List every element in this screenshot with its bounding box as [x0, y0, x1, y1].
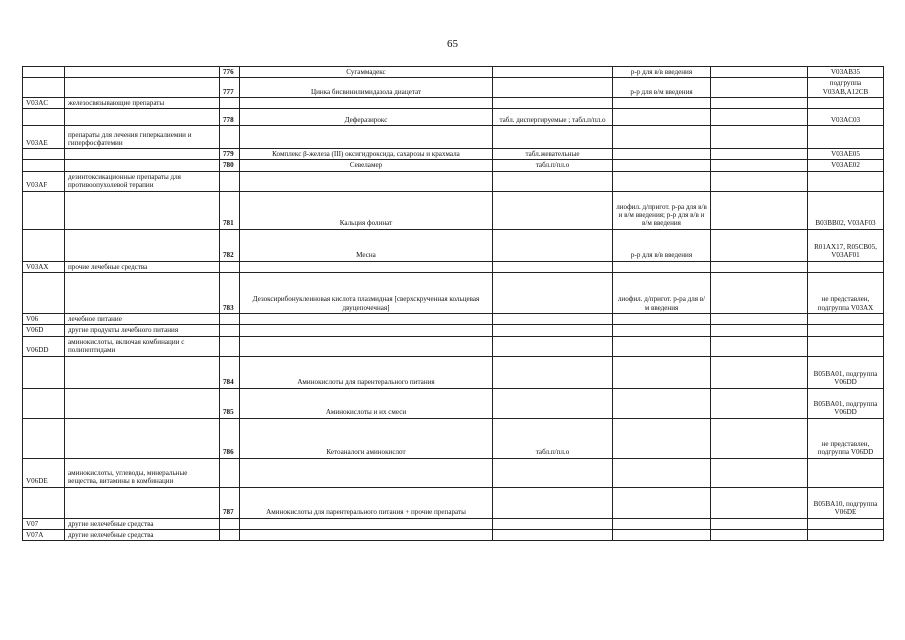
atc-code-cell: [23, 191, 65, 229]
empty-cell: [711, 518, 808, 529]
route-cell: [613, 126, 711, 149]
dosage-form-cell: [493, 78, 613, 98]
atc-group-cell: подгруппа V03AB,A12CB: [808, 78, 884, 98]
empty-cell: [711, 149, 808, 160]
drug-name-cell: Дезоксирибонуклеиновая кислота плазмидная [сверхскрученная кольцевая двуцепочечная]: [240, 273, 493, 314]
empty-cell: [711, 109, 808, 126]
atc-group-cell: [808, 336, 884, 356]
empty-cell: [711, 160, 808, 171]
group-name-cell: [65, 109, 220, 126]
route-cell: [613, 458, 711, 487]
atc-group-cell: [808, 314, 884, 325]
table-row: [23, 336, 884, 356]
empty-cell: [711, 487, 808, 518]
item-number-cell: [220, 336, 240, 356]
drug-name-cell: Цинка бисвинилимидазола диацетат: [240, 78, 493, 98]
atc-group-cell: [808, 261, 884, 272]
group-name-cell: [65, 273, 220, 314]
table-row: [23, 529, 884, 540]
atc-code-cell: [23, 273, 65, 314]
dosage-form-cell: [493, 261, 613, 272]
item-number-cell: [220, 325, 240, 336]
table-row: [23, 149, 884, 160]
table-row: [23, 518, 884, 529]
table-row: [23, 160, 884, 171]
atc-code-cell: [23, 418, 65, 458]
dosage-form-cell: [493, 229, 613, 261]
atc-code-cell: [23, 388, 65, 418]
drug-name-cell: [240, 261, 493, 272]
empty-cell: [711, 529, 808, 540]
empty-cell: [711, 67, 808, 78]
empty-cell: [711, 261, 808, 272]
drug-name-cell: Сугаммадекс: [240, 67, 493, 78]
table-row: [23, 314, 884, 325]
item-number-cell: 783: [220, 273, 240, 314]
empty-cell: [711, 336, 808, 356]
group-name-cell: [65, 418, 220, 458]
empty-cell: [711, 325, 808, 336]
drug-name-cell: [240, 97, 493, 108]
empty-cell: [711, 273, 808, 314]
route-cell: [613, 418, 711, 458]
item-number-cell: 778: [220, 109, 240, 126]
group-name-cell: другие продукты лечебного питания: [65, 325, 220, 336]
atc-group-cell: B03BB02, V03AF03: [808, 191, 884, 229]
empty-cell: [711, 314, 808, 325]
drug-name-cell: Комплекс β-железа (III) оксигидроксида, сахарозы и крахмала: [240, 149, 493, 160]
empty-cell: [711, 458, 808, 487]
group-name-cell: [65, 388, 220, 418]
item-number-cell: 777: [220, 78, 240, 98]
atc-code-cell: [23, 109, 65, 126]
atc-code-cell: [23, 487, 65, 518]
dosage-form-cell: [493, 67, 613, 78]
atc-group-cell: [808, 97, 884, 108]
drug-name-cell: [240, 325, 493, 336]
atc-code-cell: [23, 149, 65, 160]
atc-group-cell: не представлен, подгруппа V03AX: [808, 273, 884, 314]
atc-code-cell: V03AF: [23, 171, 65, 191]
route-cell: [613, 109, 711, 126]
group-name-cell: прочие лечебные средства: [65, 261, 220, 272]
group-name-cell: [65, 149, 220, 160]
item-number-cell: [220, 171, 240, 191]
dosage-form-cell: [493, 336, 613, 356]
route-cell: [613, 529, 711, 540]
atc-code-cell: [23, 356, 65, 388]
group-name-cell: [65, 160, 220, 171]
route-cell: [613, 356, 711, 388]
atc-group-cell: [808, 126, 884, 149]
drug-name-cell: Севеламер: [240, 160, 493, 171]
table-row: [23, 191, 884, 229]
item-number-cell: [220, 529, 240, 540]
dosage-form-cell: табл.п/пл.о: [493, 418, 613, 458]
atc-code-cell: [23, 78, 65, 98]
route-cell: [613, 487, 711, 518]
empty-cell: [711, 171, 808, 191]
atc-code-cell: [23, 67, 65, 78]
atc-code-cell: [23, 229, 65, 261]
atc-code-cell: V07: [23, 518, 65, 529]
atc-code-cell: V03AE: [23, 126, 65, 149]
atc-group-cell: [808, 518, 884, 529]
item-number-cell: 787: [220, 487, 240, 518]
group-name-cell: [65, 229, 220, 261]
dosage-form-cell: [493, 458, 613, 487]
drug-name-cell: Деферазирокс: [240, 109, 493, 126]
group-name-cell: [65, 67, 220, 78]
drug-name-cell: [240, 336, 493, 356]
atc-code-cell: V06DD: [23, 336, 65, 356]
drug-name-cell: Кальция фолинат: [240, 191, 493, 229]
route-cell: [613, 97, 711, 108]
table-row: [23, 97, 884, 108]
atc-group-cell: не представлен, подгруппа V06DD: [808, 418, 884, 458]
drug-name-cell: [240, 458, 493, 487]
route-cell: [613, 314, 711, 325]
atc-group-cell: R01AX17, R05CB05, V03AF01: [808, 229, 884, 261]
item-number-cell: [220, 261, 240, 272]
group-name-cell: [65, 487, 220, 518]
item-number-cell: [220, 518, 240, 529]
table-row: [23, 273, 884, 314]
group-name-cell: аминокислоты, включая комбинации с полипептидами: [65, 336, 220, 356]
group-name-cell: железосвязывающие препараты: [65, 97, 220, 108]
route-cell: [613, 388, 711, 418]
item-number-cell: 781: [220, 191, 240, 229]
drug-name-cell: Аминокислоты для парентерального питания + прочие препараты: [240, 487, 493, 518]
item-number-cell: [220, 314, 240, 325]
route-cell: р-р для в/в введения: [613, 229, 711, 261]
item-number-cell: 785: [220, 388, 240, 418]
table-row: [23, 325, 884, 336]
table-row: [23, 78, 884, 98]
page-number: 65: [447, 38, 458, 50]
drug-name-cell: [240, 518, 493, 529]
atc-group-cell: V03AE02: [808, 160, 884, 171]
item-number-cell: 782: [220, 229, 240, 261]
drug-name-cell: [240, 529, 493, 540]
table-row: [23, 229, 884, 261]
route-cell: [613, 325, 711, 336]
atc-group-cell: V03AC03: [808, 109, 884, 126]
dosage-form-cell: [493, 487, 613, 518]
dosage-form-cell: [493, 314, 613, 325]
group-name-cell: другие нелечебные средства: [65, 529, 220, 540]
empty-cell: [711, 78, 808, 98]
atc-group-cell: [808, 458, 884, 487]
table-row: [23, 109, 884, 126]
atc-code-cell: V07A: [23, 529, 65, 540]
drug-name-cell: Аминокислоты для парентерального питания: [240, 356, 493, 388]
group-name-cell: другие нелечебные средства: [65, 518, 220, 529]
table-row: [23, 261, 884, 272]
atc-group-cell: [808, 529, 884, 540]
dosage-form-cell: [493, 388, 613, 418]
empty-cell: [711, 229, 808, 261]
item-number-cell: [220, 97, 240, 108]
atc-code-cell: V06DE: [23, 458, 65, 487]
drug-table: [22, 66, 884, 541]
dosage-form-cell: [493, 97, 613, 108]
route-cell: [613, 261, 711, 272]
dosage-form-cell: табл.жевательные: [493, 149, 613, 160]
route-cell: [613, 160, 711, 171]
dosage-form-cell: [493, 191, 613, 229]
route-cell: р-р для в/м введения: [613, 78, 711, 98]
item-number-cell: [220, 126, 240, 149]
group-name-cell: препараты для лечения гиперкалиемии и гиперфосфатемии: [65, 126, 220, 149]
drug-name-cell: [240, 314, 493, 325]
route-cell: лиофил. д/пригот. р-ра для в/м введения: [613, 273, 711, 314]
item-number-cell: [220, 458, 240, 487]
table-row: [23, 67, 884, 78]
empty-cell: [711, 418, 808, 458]
group-name-cell: аминокислоты, углеводы, минеральные вещества, витамины в комбинации: [65, 458, 220, 487]
table-row: [23, 171, 884, 191]
item-number-cell: 779: [220, 149, 240, 160]
atc-group-cell: [808, 171, 884, 191]
atc-group-cell: [808, 325, 884, 336]
group-name-cell: дезинтоксикационные препараты для противоопухолевой терапии: [65, 171, 220, 191]
table-row: [23, 356, 884, 388]
dosage-form-cell: [493, 171, 613, 191]
empty-cell: [711, 356, 808, 388]
item-number-cell: 780: [220, 160, 240, 171]
drug-name-cell: Месна: [240, 229, 493, 261]
dosage-form-cell: [493, 273, 613, 314]
atc-code-cell: [23, 160, 65, 171]
group-name-cell: [65, 191, 220, 229]
table-row: [23, 126, 884, 149]
drug-name-cell: [240, 171, 493, 191]
drug-name-cell: Аминокислоты и их смеси: [240, 388, 493, 418]
route-cell: лиофил. д/пригот. р-ра для в/в и в/м введения; р-р для в/в и в/м введения: [613, 191, 711, 229]
table-row: [23, 418, 884, 458]
route-cell: [613, 518, 711, 529]
dosage-form-cell: [493, 325, 613, 336]
item-number-cell: 786: [220, 418, 240, 458]
table-row: [23, 458, 884, 487]
group-name-cell: лечебное питание: [65, 314, 220, 325]
dosage-form-cell: [493, 518, 613, 529]
atc-code-cell: V06: [23, 314, 65, 325]
route-cell: [613, 149, 711, 160]
group-name-cell: [65, 356, 220, 388]
dosage-form-cell: [493, 126, 613, 149]
item-number-cell: 784: [220, 356, 240, 388]
dosage-form-cell: табл. диспергируемые ; табл.п/пл.о: [493, 109, 613, 126]
table-row: [23, 487, 884, 518]
atc-code-cell: V03AC: [23, 97, 65, 108]
dosage-form-cell: табл.п/пл.о: [493, 160, 613, 171]
empty-cell: [711, 126, 808, 149]
group-name-cell: [65, 78, 220, 98]
table-row: [23, 388, 884, 418]
empty-cell: [711, 388, 808, 418]
dosage-form-cell: [493, 356, 613, 388]
item-number-cell: 776: [220, 67, 240, 78]
route-cell: [613, 336, 711, 356]
route-cell: [613, 171, 711, 191]
empty-cell: [711, 97, 808, 108]
atc-group-cell: V03AE05: [808, 149, 884, 160]
atc-code-cell: V06D: [23, 325, 65, 336]
drug-name-cell: [240, 126, 493, 149]
empty-cell: [711, 191, 808, 229]
atc-group-cell: B05BA01, подгруппа V06DD: [808, 388, 884, 418]
atc-group-cell: V03AB35: [808, 67, 884, 78]
route-cell: р-р для в/в введения: [613, 67, 711, 78]
atc-code-cell: V03AX: [23, 261, 65, 272]
drug-name-cell: Кетоаналоги аминокислот: [240, 418, 493, 458]
dosage-form-cell: [493, 529, 613, 540]
atc-group-cell: B05BA10, подгруппа V06DE: [808, 487, 884, 518]
atc-group-cell: B05BA01, подгруппа V06DD: [808, 356, 884, 388]
